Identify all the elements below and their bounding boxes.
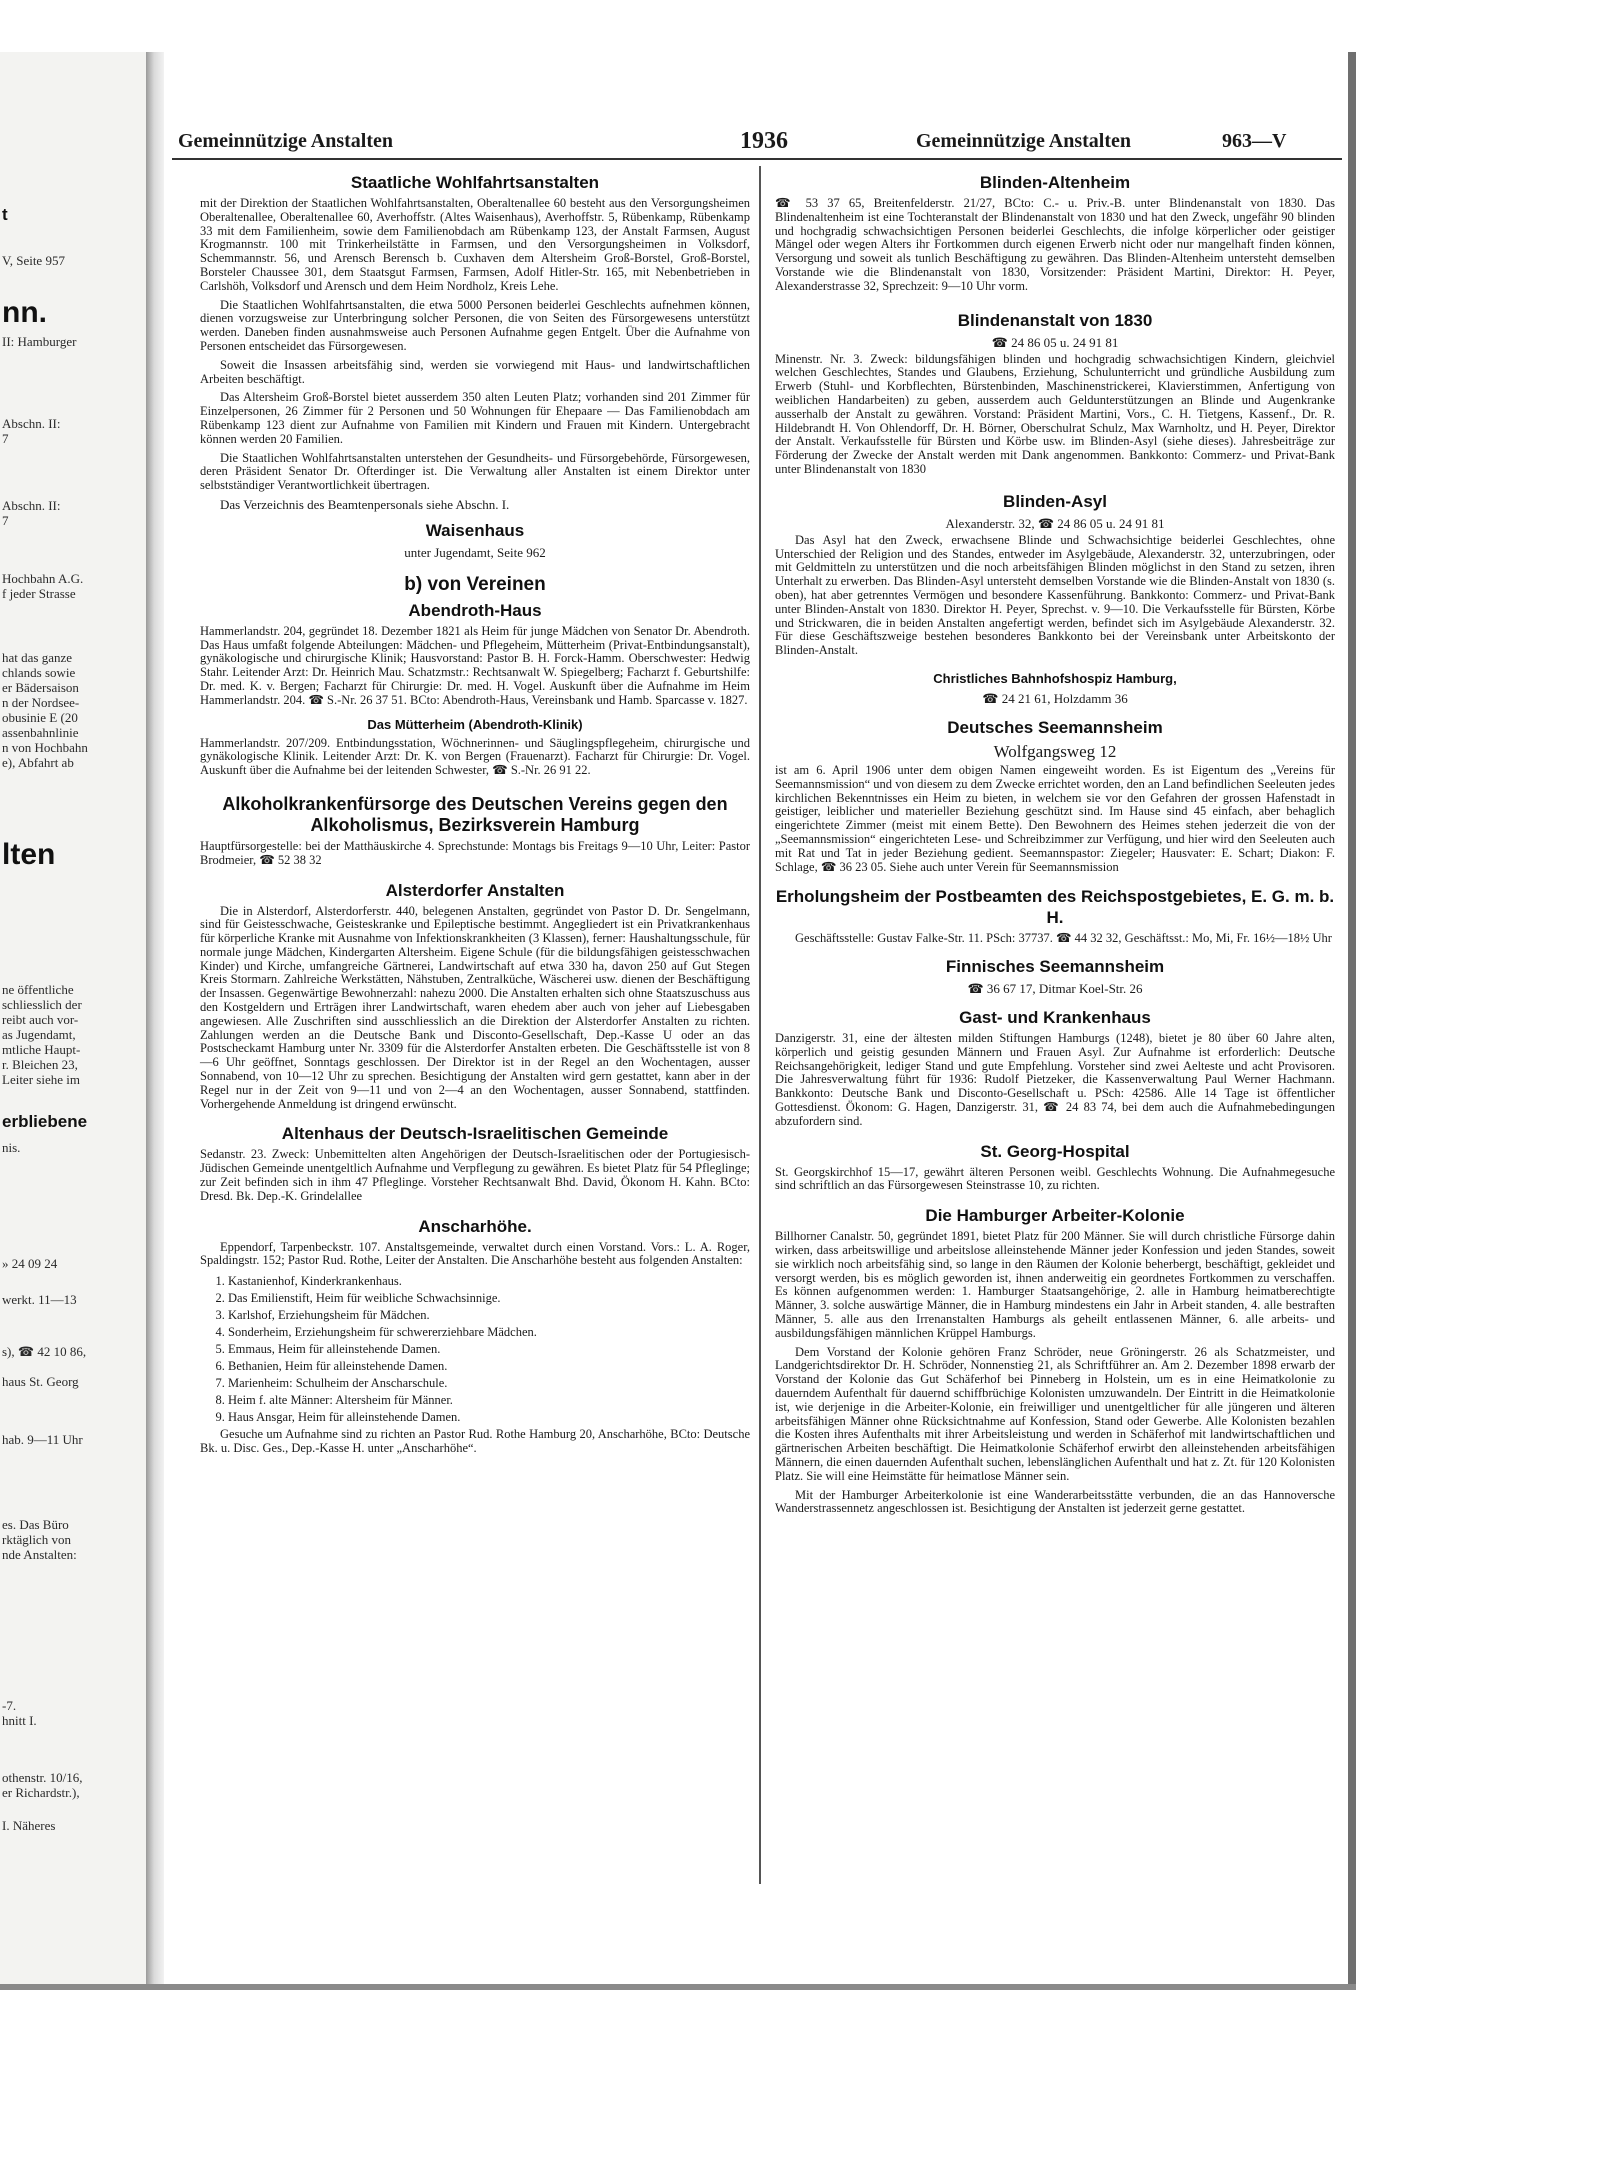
section-title: Deutsches Seemannsheim — [947, 717, 1163, 737]
margin-fragment: haus St. Georg — [2, 1374, 79, 1389]
margin-fragment: as Jugendamt, — [2, 1027, 76, 1042]
section-subtitle: ☎ 36 67 17, Ditmar Koel-Str. 26 — [967, 981, 1143, 997]
header-right-title: Gemeinnützige Anstalten — [916, 130, 1131, 152]
section-title: Waisenhaus — [425, 520, 525, 540]
section-title: Altenhaus der Deutsch-Israelitischen Gemeinde — [281, 1124, 669, 1144]
margin-fragment: » 24 09 24 — [2, 1256, 58, 1271]
section-title: Die Hamburger Arbeiter-Kolonie — [925, 1206, 1185, 1226]
margin-fragment: rktäglich von — [2, 1532, 71, 1547]
section-title: Blindenanstalt von 1830 — [957, 310, 1153, 330]
margin-fragment: obusinie E (20 — [2, 710, 78, 725]
margin-fragment: hnitt I. — [2, 1713, 37, 1728]
section-bahnhofshospiz — [775, 670, 1335, 707]
margin-fragment: ne öffentliche — [2, 982, 74, 997]
margin-fragment: Abschn. II: — [2, 416, 61, 431]
page-gutter — [146, 52, 164, 1990]
margin-fragment: f jeder Strasse — [2, 586, 76, 601]
section-blinden-asyl — [775, 491, 1335, 658]
margin-fragment: es. Das Büro — [2, 1517, 69, 1532]
paragraph: Dem Vorstand der Kolonie gehören Franz Schröder, neue Gröningerstr. 26 als Schatzmeister, und Landgerichtsdirektor Dr. H. Schröder, Nonnenstieg 21, als Schriftführer an. Am 2. Dezember 1898 erwarb der Vorstand der Kolonie das Gut Schäferhof bei Pinneberg in Holstein, um es in eine Heimatkolonie zu dauerndem Aufenthalt für dauernd schiffbrüchige Kolonisten umzuwandeln. Der Eintritt in die Heimatkolonie ist, wie derjenige in die Arbeiter-Kolonie, ein freiwilliger und unentgeltlicher für alle jüngeren und älteren arbeitsfähigen Männer ohne Rücksichtnahme auf Konfession, Stand oder Gewerbe. Alle Kolonisten bezahlen die Kosten ihres Aufenthalts mit ihrer Arbeitsleistung und werden in Schäferhof mit landwirtschaftlichen und gärtnerischen Arbeiten beschäftigt. Die Heimatkolonie Schäferhof erwirbt den alleinstehenden arbeitsfähigen Männern, die einen dauernden Aufenthalt suchen, lebenslänglichen Aufenthalt und hat z. Zt. für 120 Kolonisten Platz. Sie will eine Heimstätte für heimatlose Männer sein. — [775, 1344, 1335, 1483]
section-title: Das Mütterheim (Abendroth-Klinik) — [367, 716, 583, 732]
list-item: 3. Karlshof, Erziehungsheim für Mädchen. — [228, 1307, 750, 1324]
margin-fragment: I. Näheres — [2, 1818, 56, 1833]
list-item: 8. Heim f. alte Männer: Altersheim für Männer. — [228, 1392, 750, 1409]
margin-fragment: nn. — [2, 296, 47, 329]
margin-fragment: assenbahnlinie — [2, 725, 79, 740]
left-column — [200, 170, 750, 1461]
section-anscharhoehe — [200, 1216, 750, 1456]
section-title: Abendroth-Haus — [408, 600, 542, 620]
section-alkoholkrankenfuersorge — [200, 794, 750, 868]
section-subtitle: ☎ 24 21 61, Holzdamm 36 — [982, 690, 1128, 706]
section-muetterheim — [200, 716, 750, 778]
margin-fragment: er Bädersaison — [2, 680, 79, 695]
section-title: Staatliche Wohlfahrtsanstalten — [350, 173, 600, 192]
list-item: 5. Emmaus, Heim für alleinstehende Damen. — [228, 1341, 750, 1358]
margin-fragment: hab. 9—11 Uhr — [2, 1432, 83, 1447]
paragraph: Eppendorf, Tarpenbeckstr. 107. Anstaltsgemeinde, verwaltet durch einen Vorstand. Vors.: L. A. Roger, Spaldingstr. 152; Pastor Rud. Rothe, Leiter der Anstalten. Die Anscharhöhe besteht aus folgenden Anstalten: — [200, 1239, 750, 1268]
paragraph: ist am 6. April 1906 unter dem obigen Namen eingeweiht worden. Es ist Eigentum des „Vereins für Seemannsmission“ und von diesem zu dem Zwecke errichtet worden, den an Land befindlichen Seeleuten jedes kirchlichen Bekenntnisses ein Heim zu bieten, in welchem sie vor den Gefahren der grossen Hafenstadt in geistiger, leiblicher und materieller Beziehung geschützt sind. Im Hause sind 45 einfach, aber behaglich eingerichtete Zimmer (meist mit einem Bette). Den Bewohnern des Heimes stehen jederzeit die von der „Seemannsmission“ eingerichteten Lese- und Schreibzimmer zur Verfügung, und hier wird den Seeleuten auch mit Rat und Tat in jeder Beziehung gedient. Seemannspastor: Ziegeler; Hausvater: E. Schart; Diakon: F. Schlage, ☎ 36 23 05. Siehe auch unter Verein für Seemannsmission — [775, 762, 1335, 874]
paragraph: Mit der Hamburger Arbeiterkolonie ist eine Wanderarbeitsstätte verbunden, die an das Hannoversche Wanderstrassennetz angeschlossen ist. Besichtigung der Anstalten ist jederzeit gerne gestattet. — [775, 1487, 1335, 1516]
section-title: Erholungsheim der Postbeamten des Reichspostgebietes, E. G. m. b. H. — [775, 887, 1335, 928]
section-subtitle: unter Jugendamt, Seite 962 — [404, 544, 546, 560]
margin-fragment: schliesslich der — [2, 997, 82, 1012]
paragraph: Das Asyl hat den Zweck, erwachsene Blinde und Schwachsichtige beiderlei Geschlechtes, ohne Unterschied der Religion und des Standes, entweder im Asylgebäude, Alexanderstr. 32, unterzubringen, oder mit Geldmitteln zu unterstützen und die noch arbeitsfähigen Blinden möglichst in den Stand zu setzen, ihren Unterhalt zu erwerben. Das Blinden-Asyl untersteht demselben Vorstande wie die Blinden-Anstalt von 1830 (s. oben), hat aber getrenntes Vermögen und besondere Kassenführung. Bankkonto: Commerz- und Privat-Bank unter Blinden-Anstalt von 1830. Direktor H. Peyer, Sprechst. v. 9—10. Die Verkaufsstelle für Bürsten, Körbe und Strickwaren, die in beiden Anstalten angefertigt werden, befindet sich im Asylgebäude Alexanderstr. 32. Für diese Geschäftszweige bestehen besonderes Bankkonto bei der Vereinsbank unter Arbeitskonto der Blinden-Anstalt. — [775, 532, 1335, 658]
paragraph: ☎ 53 37 65, Breitenfelderstr. 21/27, BCto: C.- u. Priv.-B. unter Blindenanstalt von 1830. Das Blindenaltenheim ist eine Tochteranstalt der Blindenanstalt von 1830 und hat den Zweck, ungefähr 90 blinden und hochgradig schwachsichtigen Personen beiderlei Geschlechts, die infolge körperlicher oder geistiger Mängel oder wegen Alters ihr Fortkommen durch eigenen Erwerb nicht oder nur mangelhaft finden können, Versorgung und soweit als tunlich Beschäftigung zu gewähren. Das Blinden-Altenheim untersteht demselben Vorstande wie die Blindenanstalt von 1830, Vorsitzender: Präsident Martini, Direktor: H. Peyer, Alexanderstrasse 32, Sprechzeit: 9—10 Uhr vorm. — [775, 196, 1335, 293]
margin-fragment: Hochbahn A.G. — [2, 571, 84, 586]
list-item: 4. Sonderheim, Erziehungsheim für schwererziehbare Mädchen. — [228, 1324, 750, 1341]
margin-fragment: 7 — [2, 513, 9, 528]
section-erholungsheim-postbeamte — [775, 886, 1335, 946]
section-blindenanstalt-1830 — [775, 310, 1335, 477]
section-subtitle: ☎ 24 86 05 u. 24 91 81 — [991, 334, 1119, 350]
margin-fragment: chlands sowie — [2, 665, 76, 680]
section-title: Finnisches Seemannsheim — [945, 957, 1165, 977]
margin-fragment: Abschn. II: — [2, 498, 61, 513]
paragraph: Die Staatlichen Wohlfahrtsanstalten unterstehen der Gesundheits- und Fürsorgebehörde, Fürsorgewesen, deren Präsident Senator Dr. Ofterdinger ist. Die Verwaltung aller Anstalten ist einem Direktor unter selbstständiger Verantwortlichkeit übertragen. — [200, 450, 750, 493]
section-title: Christliches Bahnhofshospiz Hamburg, — [933, 670, 1177, 686]
margin-fragment: nis. — [2, 1140, 21, 1155]
page-edge-bottom — [0, 1984, 1356, 1990]
margin-fragment: n von Hochbahn — [2, 740, 88, 755]
section-alsterdorfer-anstalten — [200, 880, 750, 1112]
paragraph: Hammerlandstr. 204, gegründet 18. Dezember 1821 als Heim für junge Mädchen von Senator Dr. Abendroth. Das Haus umfaßt folgende Abteilungen: Mädchen- und Pflegeheim, Mütterheim (Privat-Entbindungsanstalt), gynäkologische und chirurgische Klinik; Hausvorstand: Pastor B. H. Forck-Hamm. Oberschwester: Hedwig Stahr. Leitender Arzt: Dr. Heinrich Mau. Schatzmstr.: Rechtsanwalt W. Spiegelberg; Facharzt f. Geburtshilfe: Dr. med. K. v. Bergen; Facharzt für Chirurgie: Dr. med. H. Vogel. Auskunft über die Aufnahme im Heim Hammerlandstr. 204. ☎ S.-Nr. 26 37 51. BCto: Abendroth-Haus, Vereinsbank und Hamb. Sparcasse v. 1827. — [200, 623, 750, 707]
margin-fragment: othenstr. 10/16, — [2, 1770, 83, 1785]
paragraph: Hammerlandstr. 207/209. Entbindungsstation, Wöchnerinnen- und Säuglingspflegeheim, chirurgische und gynäkologische Klinik. Leitender Arzt: Dr. K. von Bergen (Frauenarzt). Facharzt für Chirurgie: Dr. Vogel. Auskunft über die Aufnahme bei der leitenden Schwester, ☎ S.-Nr. 26 91 22. — [200, 735, 750, 778]
right-column — [775, 170, 1335, 1521]
part-heading: b) von Vereinen — [404, 573, 546, 595]
adjacent-page-fragment — [0, 52, 148, 1990]
header-left-title: Gemeinnützige Anstalten — [178, 130, 393, 152]
paragraph: Das Altersheim Groß-Borstel bietet ausserdem 350 alten Leuten Platz; vorhanden sind 201 Zimmer für Einzelpersonen, 26 Zimmer für 2 Personen und 50 Wohnungen für Ehepaare — Das Familienobdach am Rübenkamp 123 dient zur Aufnahme von Familien mit Kindern und Frauen mit Kindern. Untergebracht können werden 20 Familien. — [200, 390, 750, 446]
list-item: 2. Das Emilienstift, Heim für weibliche Schwachsinnige. — [228, 1290, 750, 1307]
margin-fragment: t — [2, 205, 8, 224]
section-st-georg-hospital — [775, 1141, 1335, 1194]
margin-fragment: er Richardstr.), — [2, 1785, 80, 1800]
paragraph: Sedanstr. 23. Zweck: Unbemittelten alten Angehörigen der Deutsch-Israelitischen oder der Portugiesisch-Jüdischen Gemeinde unentgeltlich Aufnahme und Verpflegung zu gewähren. Es bietet Platz für 54 Pfleglinge; zur Zeit befinden sich in ihm 47 Pfleglinge. Vorsteher Rechtsanwalt Bhd. David, Ökonom H. Kahn. BCto: Dresd. Bk. Dep.-K. Grindelallee — [200, 1147, 750, 1203]
margin-fragment: werkt. 11—13 — [2, 1292, 77, 1307]
section-title: St. Georg-Hospital — [980, 1141, 1130, 1161]
margin-fragment: s), ☎ 42 10 86, — [2, 1344, 87, 1359]
paragraph: St. Georgskirchhof 15—17, gewährt älteren Personen weibl. Geschlechts Wohnung. Die Aufnahmegesuche sind schriftlich an das Fürsorgewesen Steinstrasse 10, zu richten. — [775, 1164, 1335, 1193]
section-staatliche-wohlfahrtsanstalten — [200, 172, 750, 512]
section-finnisches-seemannsheim — [775, 956, 1335, 997]
margin-fragment: V, Seite 957 — [2, 253, 65, 268]
paragraph: Billhorner Canalstr. 50, gegründet 1891, bietet Platz für 200 Männer. Sie will durch christliche Fürsorge dahin wirken, dass arbeitswillige und arbeitslose alleinstehende Männer jeder Konfession und jeden Standes, soweit sie wirklich noch arbeitsfähig sind, so lange in den Räumen der Kolonie beherbergt, beschäftigt, gekleidet und versorgt werden, bis es möglich geworden ist, ihnen anderweitig ein geordnetes Fortkommen zu verschaffen. Es können aufgenommen werden: 1. Hamburger Staatsangehörige, 2. alle in Hamburg heimatberechtigte Männer, 3. solche auswärtige Männer, die in Hamburg mindestens ein Jahr in Arbeit standen, 4. alle bestraften Männer, 5. alle aus den Irrenanstalten Hamburgs als geheilt entlassenen Männer, 6. alle arbeits- und ausbildungsfähigen männlichen Krüppel Hamburgs. — [775, 1229, 1335, 1340]
margin-fragment: erbliebene — [2, 1112, 88, 1131]
margin-fragment: r. Bleichen 23, — [2, 1057, 78, 1072]
section-title: Blinden-Altenheim — [979, 173, 1131, 192]
paragraph: Gesuche um Aufnahme sind zu richten an Pastor Rud. Rothe Hamburg 20, Anscharhöhe, BCto: Deutsche Bk. u. Disc. Ges., Dep.-Kasse H. unter „Anscharhöhe“. — [200, 1427, 750, 1456]
paragraph: Die in Alsterdorf, Alsterdorferstr. 440, belegenen Anstalten, gegründet von Pastor D. Dr. Sengelmann, sind für Geistesschwache, Geisteskranke und Epileptische bestimmt. Angegliedert ist ein Privatkrankenhaus für körperliche Kranke mit Ausnahme von Infektionskrankheiten (3 Klassen), ferner: Haushaltungsschule, für normale junge Mädchen, Kindergarten Altersheim. Eigene Schule (für die bildungsfähigen geistesschwachen Kinder) und Kirche, umfangreiche Gärtnerei, Landwirtschaft auf etwa 330 ha, davon 250 auf Gut Stegen Kreis Stormarn. Zahlreiche Werkstätten, Nähstuben, Zentralküche, Wäscherei usw. dienen der Beschäftigung der Insassen. Gegenwärtige Bewohnerzahl: nahezu 2000. Die Anstalten erhalten sich ohne Staatszuschuss aus den Kostgeldern und Erträgen ihrer Landwirtschaft, waren ehedem aber auch von jeher auf Liebesgaben angewiesen. Alle Zuschriften sind ausschliesslich an die Direktion der Alsterdorfer Anstalten zu richten. Zahlungen werden an die Deutsche Bank und Disconto-Gesellschaft, Dep.-Kasse U oder an das Postscheckamt Hamburg unter Nr. 3309 für die Alsterdorfer Anstalten erbeten. Die Geschäftsstelle ist von 8—6 Uhr geöffnet, Sonntags geschlossen. Der Direktor ist in der Regel an den Wochentagen, ausser Sonnabend, von 10—12 Uhr zu sprechen. Besichtigung der Anstalten wird gern gestattet, kann aber in der Regel nur in der Zeit von 9—11 und von 2—4 an den Wochentagen, ausser Sonnabend, stattfinden. Vorhergehende Anmeldung ist dringend erwünscht. — [200, 903, 750, 1111]
section-abendroth-haus — [200, 600, 750, 708]
header-year: 1936 — [740, 128, 788, 154]
paragraph: mit der Direktion der Staatlichen Wohlfahrtsanstalten, Oberaltenallee 60 besteht aus den Versorgungsheimen Oberaltenallee, Oberaltenallee 60, Averhoffstr. (Altes Waisenhaus), Averhoffstr. 5, Rübenkamp, Rübenkamp 33 mit dem Familienheim, sowie dem Familienobdach am Rübenkamp 123, der Anstalt Farmsen, August Krogmannstr. 100 mit Trinkerheilstätte in Farmsen, und den Versorgungsheimen in Volksdorf, Schemmannstr. 56, und Arensch Berensch b. Cuxhaven dem Altersheim Groß-Borstel, Groß-Borstel, Borsteler Chaussee 301, dem Staatsgut Farmsen, Farmsen, Adolf Hitler-Str. 165, mit Nebenbetrieben in Carlshöh, Volksdorf und Arensch und dem Heim Nordholz, Kreis Lehe. — [200, 196, 750, 293]
section-arbeiter-kolonie — [775, 1205, 1335, 1516]
margin-fragment: nde Anstalten: — [2, 1547, 77, 1562]
section-title: Alkoholkrankenfürsorge des Deutschen Vereins gegen den Alkoholismus, Bezirksverein Hamburg — [222, 793, 728, 835]
section-subtitle: Alexanderstr. 32, ☎ 24 86 05 u. 24 91 81 — [945, 515, 1165, 531]
column-divider — [759, 166, 761, 1884]
section-subtitle: Wolfgangsweg 12 — [993, 741, 1117, 761]
header-rule — [172, 158, 1342, 160]
page-number: 963—V — [1222, 130, 1287, 152]
margin-fragment: e), Abfahrt ab — [2, 755, 74, 770]
section-altenhaus-israelitisch — [200, 1123, 750, 1203]
section-waisenhaus — [200, 520, 750, 561]
paragraph: Geschäftsstelle: Gustav Falke-Str. 11. PSch: 37737. ☎ 44 32 32, Geschäftsst.: Mo, Mi, Fr. 16½—18½ Uhr — [795, 931, 1332, 946]
section-title: Gast- und Krankenhaus — [959, 1008, 1151, 1028]
margin-fragment: lten — [2, 838, 56, 871]
margin-fragment: hat das ganze — [2, 650, 73, 665]
paragraph: Danzigerstr. 31, eine der ältesten milden Stiftungen Hamburgs (1248), bietet je 80 über 60 Jahre alten, körperlich und geistig gesunden Männern und Frauen Asyl. Zur Aufnahme ist erforderlich: Deutsche Reichsangehörigkeit, lediger Stand und gute Empfehlung. Vorsteher sind zwei Aelteste und acht Provisoren. Die Jahresverwaltung führt für 1936: Rudolf Pietzeker, die Kassenverwaltung Paul Werner Hachmann. Bankkonto: Deutsche Bank und Disconto-Gesellschaft u. PSch: 42586. Alle 14 Tage ist öffentlicher Gottesdienst. Ökonom: G. Hagen, Danzigerstr. 31, ☎ 24 83 74, bei dem auch die Aufnahmebedingungen abzufordern sind. — [775, 1031, 1335, 1128]
paragraph: Minenstr. Nr. 3. Zweck: bildungsfähigen blinden und hochgradig schwachsichtigen Kindern, gleichviel welchen Geschlechtes, Standes und Glaubens, Erziehung, Schulunterricht und gründliche Ausbildung zum Erwerb (Stuhl- und Korbflechten, Bürstenbinden, Maschinenstrickerei, Klavierstimmen, Anfertigung von weiblichen Handarbeiten) zu geben, ausserdem auch Geldunterstützungen an Blinde und Augenkranke ausserhalb der Anstalt zu gewähren. Vorstand: Präsident Martini, Vors., C. H. Tietgens, Kassenf., Dr. R. Hildebrandt H. Von Ohlendorff, Dr. H. Börner, Oberschulrat Schulz, Max Warnholtz, und H. Peyer, Direktor der Anstalt. Verkaufsstelle für Bürsten und Körbe usw. im Blinden-Asyl (siehe dieses). Jahresbeiträge zur Förderung der Zwecke der Anstalt werden mit Dank angenommen. Bankkonto: Commerz- und Privat-Bank unter Blindenanstalt von 1830 — [775, 351, 1335, 476]
margin-fragment: reibt auch vor- — [2, 1012, 79, 1027]
margin-fragment: mtliche Haupt- — [2, 1042, 81, 1057]
section-title: Alsterdorfer Anstalten — [385, 880, 565, 900]
section-title: Blinden-Asyl — [1003, 491, 1107, 511]
section-blinden-altenheim — [775, 172, 1335, 294]
section-gast-und-krankenhaus — [775, 1007, 1335, 1129]
margin-fragment: Leiter siehe im — [2, 1072, 80, 1087]
paragraph: Die Staatlichen Wohlfahrtsanstalten, die etwa 5000 Personen beiderlei Geschlechts aufnehmen können, dienen vorzugsweise zur Unterbringung solcher Personen, die von Seiten des Fürsorgewesens unterstützt werden. Daneben finden ausnahmsweise auch Personen Aufnahme gegen Entgelt. Über die Aufnahme von Personen entscheidet das Fürsorgewesen. — [200, 297, 750, 353]
paragraph: Soweit die Insassen arbeitsfähig sind, werden sie vorwiegend mit Haus- und landwirtschaftlichen Arbeiten beschäftigt. — [200, 357, 750, 386]
list-item: 9. Haus Ansgar, Heim für alleinstehende Damen. — [228, 1409, 750, 1426]
list-item: 7. Marienheim: Schulheim der Anscharschule. — [228, 1375, 750, 1392]
list-item: 6. Bethanien, Heim für alleinstehende Damen. — [228, 1358, 750, 1375]
margin-fragment: n der Nordsee- — [2, 695, 80, 710]
section-title: Anscharhöhe. — [418, 1216, 532, 1236]
paragraph: Das Verzeichnis des Beamtenpersonals siehe Abschn. I. — [220, 496, 510, 512]
section-deutsches-seemannsheim — [775, 717, 1335, 874]
running-header — [172, 128, 1342, 158]
paragraph: Hauptfürsorgestelle: bei der Matthäuskirche 4. Sprechstunde: Montags bis Freitags 9—10 Uhr, Leiter: Pastor Brodmeier, ☎ 52 38 32 — [200, 838, 750, 867]
page-edge — [1348, 52, 1356, 1990]
margin-fragment: -7. — [2, 1698, 17, 1713]
margin-fragment: 7 — [2, 431, 9, 446]
margin-fragment: II: Hamburger — [2, 334, 77, 349]
list-item: 1. Kastanienhof, Kinderkrankenhaus. — [228, 1273, 750, 1290]
institution-list — [228, 1273, 750, 1426]
